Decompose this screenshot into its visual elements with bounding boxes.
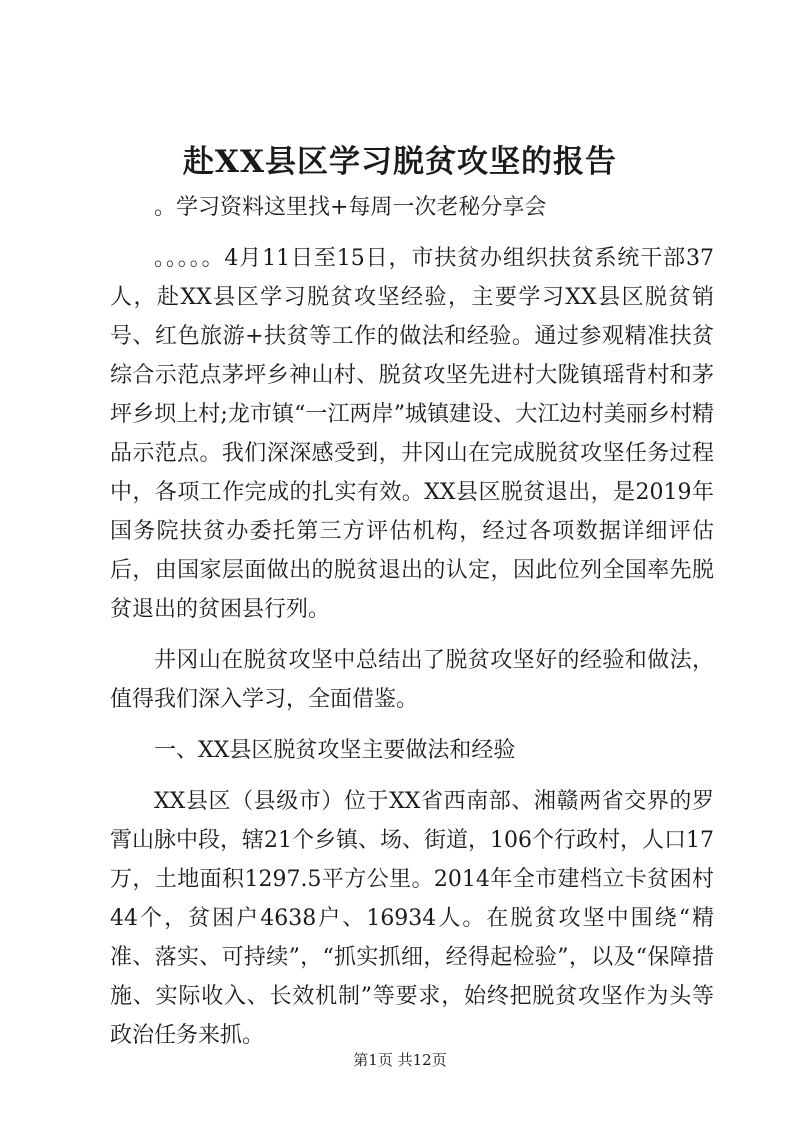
section-heading: 一、XX县区脱贫攻坚主要做法和经验 xyxy=(154,738,516,763)
paragraph-county-overview: XX县区（县级市）位于XX省西南部、湘赣两省交界的罗霄山脉中段，辖21个乡镇、场、街道，106个行政村，人口17万，土地面积1297.5平方公里。2014年全市建档立卡贫困村44个，贫困户4638户、16934人。在脱贫攻坚中围绕“精准、落实、可持续”，“抓实抓细，经得起检验”，以及“保障措施、实际收入、长效机制”等要求，始终把脱贫攻坚作为头等政治任务来抓。 xyxy=(110,789,714,1048)
paragraph-conclusion: 井冈山在脱贫攻坚中总结出了脱贫攻坚好的经验和做法，值得我们深入学习，全面借鉴。 xyxy=(110,648,714,712)
paragraph-intro: 。学习资料这里找+每周一次老秘分享会 xyxy=(154,195,547,220)
document-body xyxy=(110,188,714,1067)
page-footer: 第1页 共12页 xyxy=(353,1051,447,1069)
document-title: 赴XX县区学习脱贫攻坚的报告 xyxy=(182,144,618,180)
paragraph-visit-summary: 。。。。。4月11日至15日，市扶贫办组织扶贫系统干部37人，赴XX县区学习脱贫攻坚经验，主要学习XX县区脱贫销号、红色旅游+扶贫等工作的做法和经验。通过参观精准扶贫综合示范点茅坪乡神山村、脱贫攻坚先进村大陇镇瑶背村和茅坪乡坝上村;龙市镇“一江两岸”城镇建设、大江边村美丽乡村精品示范点。我们深深感受到，井冈山在完成脱贫攻坚任务过程中，各项工作完成的扎实有效。XX县区脱贫退出，是2019年国务院扶贫办委托第三方评估机构，经过各项数据详细评估后，由国家层面做出的脱贫退出的认定，因此位列全国率先脱贫退出的贫困县行列。 xyxy=(110,246,714,622)
